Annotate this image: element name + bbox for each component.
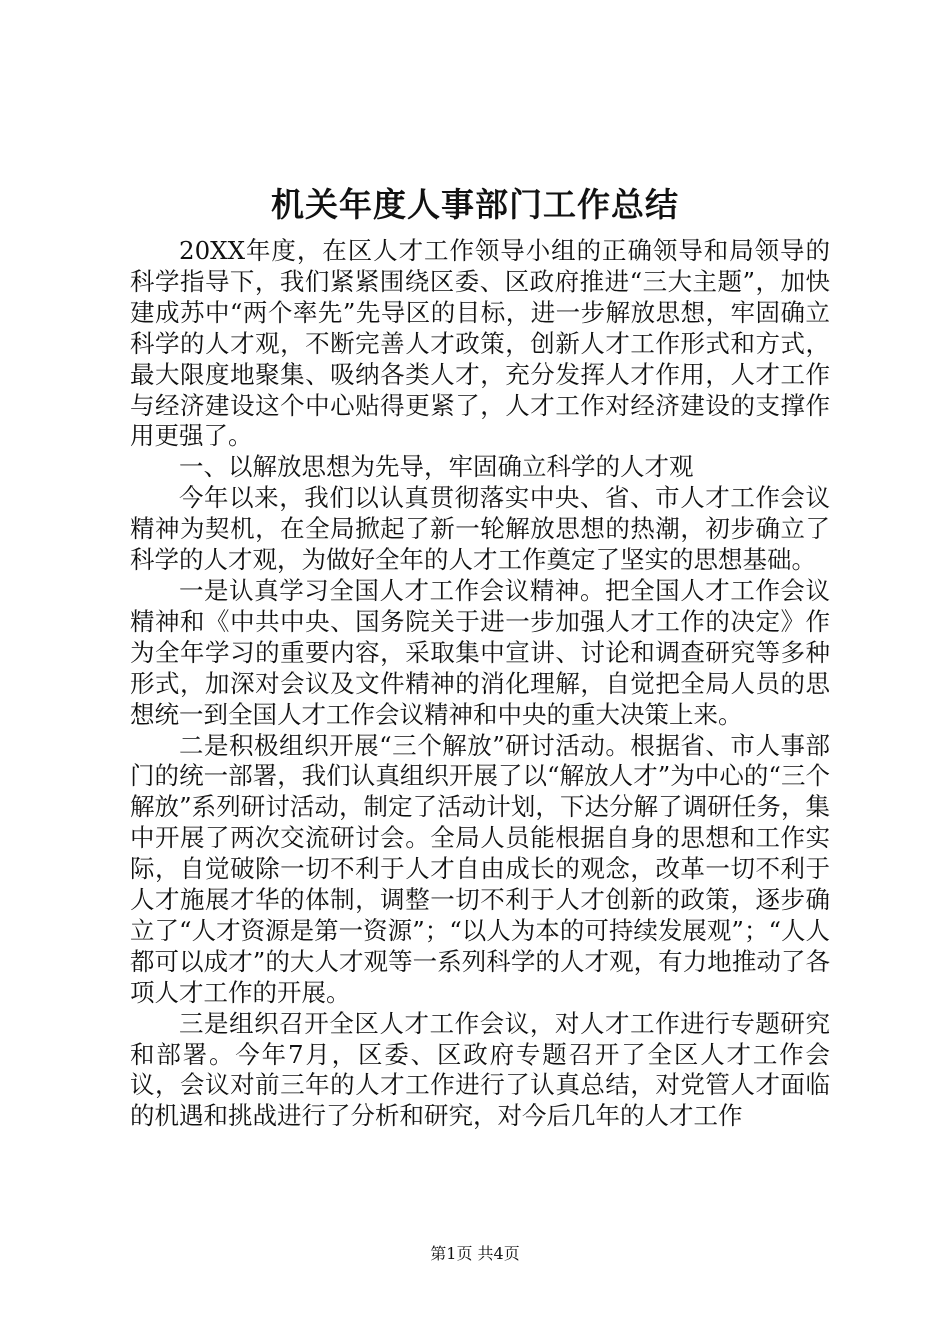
paragraph-intro: 20XX年度，在区人才工作领导小组的正确领导和局领导的科学指导下，我们紧紧围绕区委、区政府推进“三大主题”，加快建成苏中“两个率先”先导区的目标，进一步解放思想，牢固确立科学的人才观，不断完善人才政策，创新人才工作形式和方式，最大限度地聚集、吸纳各类人才，充分发挥人才作用，人才工作与经济建设这个中心贴得更紧了，人才工作对经济建设的支撑作用更强了。	[130, 236, 830, 451]
document-title: 机关年度人事部门工作总结	[271, 185, 679, 225]
page-footer: 第1页 共4页	[430, 1244, 520, 1263]
paragraph-point-3: 三是组织召开全区人才工作会议，对人才工作进行专题研究和部署。今年7月，区委、区政府专题召开了全区人才工作会议，会议对前三年的人才工作进行了认真总结，对党管人才面临的机遇和挑战进行了分析和研究，对今后几年的人才工作	[130, 1008, 830, 1131]
paragraph-point-2: 二是积极组织开展“三个解放”研讨活动。根据省、市人事部门的统一部署，我们认真组织开展了以“解放人才”为中心的“三个解放”系列研讨活动，制定了活动计划，下达分解了调研任务，集中开展了两次交流研讨会。全局人员能根据自身的思想和工作实际，自觉破除一切不利于人才自由成长的观念，改革一切不利于人才施展才华的体制，调整一切不利于人才创新的政策，逐步确立了“人才资源是第一资源”；“以人为本的可持续发展观”；“人人都可以成才”的大人才观等一系列科学的人才观，有力地推动了各项人才工作的开展。	[130, 730, 830, 1007]
paragraph-section-1-intro: 今年以来，我们以认真贯彻落实中央、省、市人才工作会议精神为契机，在全局掀起了新一轮解放思想的热潮，初步确立了科学的人才观，为做好全年的人才工作奠定了坚实的思想基础。	[130, 483, 830, 575]
document-body	[130, 236, 830, 1132]
section-heading-1: 一、以解放思想为先导，牢固确立科学的人才观	[179, 452, 694, 482]
paragraph-point-1: 一是认真学习全国人才工作会议精神。把全国人才工作会议精神和《中共中央、国务院关于进一步加强人才工作的决定》作为全年学习的重要内容，采取集中宣讲、讨论和调查研究等多种形式，加深对会议及文件精神的消化理解，自觉把全局人员的思想统一到全国人才工作会议精神和中央的重大决策上来。	[130, 575, 830, 729]
